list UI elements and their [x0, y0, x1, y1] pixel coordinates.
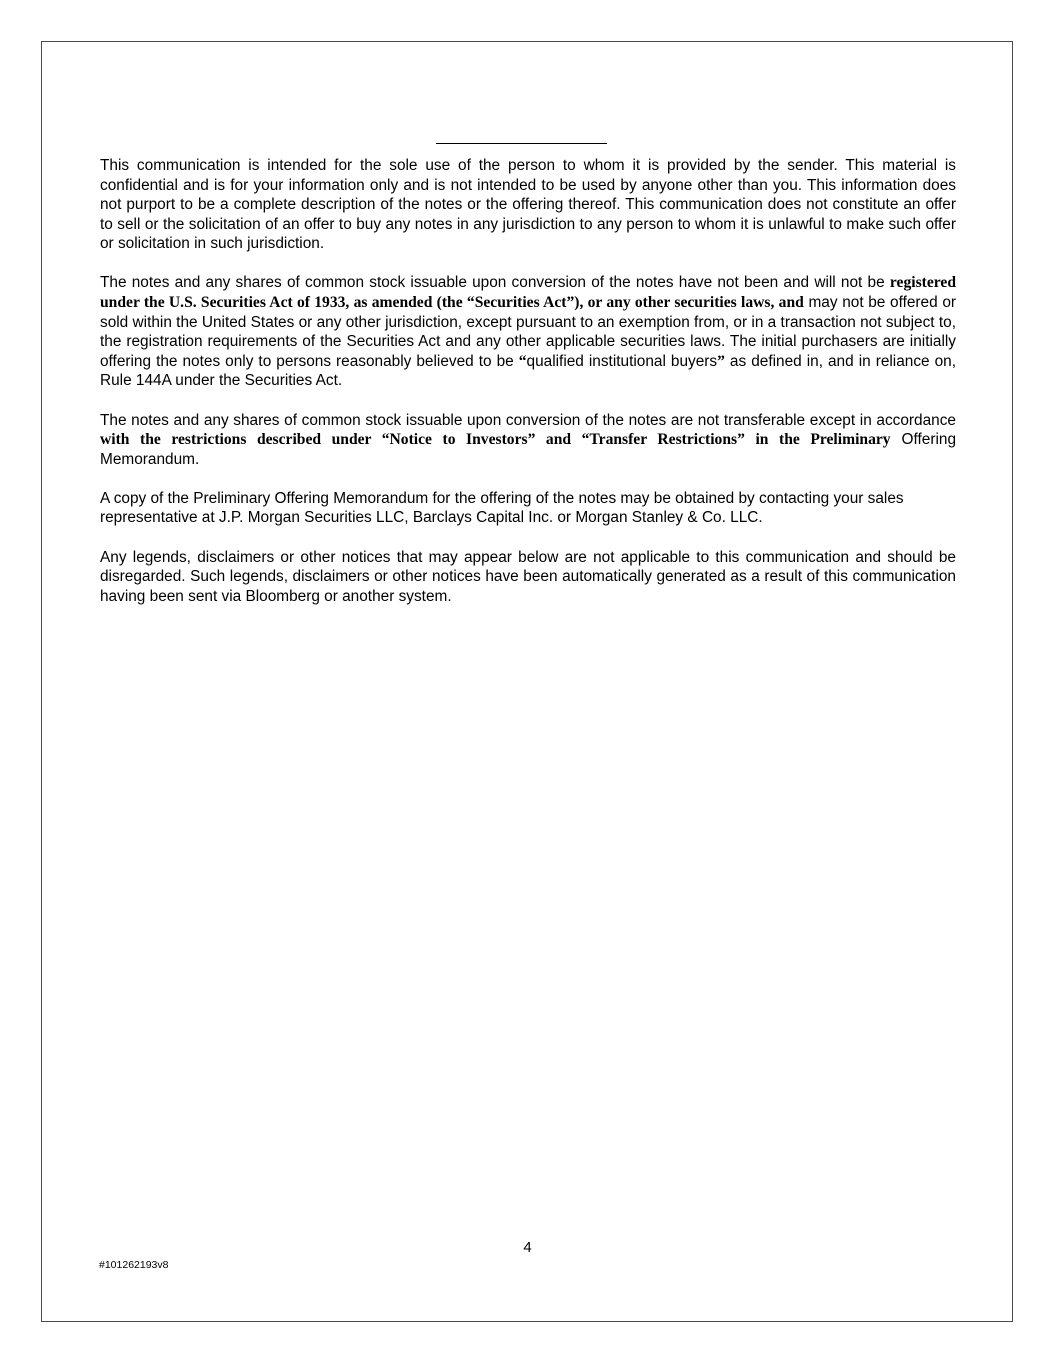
paragraph-transfer-part-a: The notes and any shares of common stock issuable upon conversion of the notes are not transferable except in accordance — [100, 411, 956, 429]
paragraph-transfer-part-c: Offering Memorandum. — [100, 431, 957, 468]
disclaimer-body — [100, 156, 956, 626]
paragraph-legends: Any legends, disclaimers or other notices that may appear below are not applicable to this communication and should be disregarded. Such legends, disclaimers or other notices have been automatically generated as a result of this communication having been sent via Bloomberg or another system. — [100, 548, 956, 605]
page-number: 4 — [523, 1239, 532, 1256]
qualified-institutional-buyers: qualified institutional buyers — [526, 352, 718, 370]
close-quote: ” — [717, 352, 725, 370]
paragraph-intended-use: This communication is intended for the sole use of the person to whom it is provided by the sender. This material is confidential and is for your information only and is not intended to be used by anyone other than you. This information does not purport to be a complete description of the notes or the offering thereof. This communication does not constitute an offer to sell or the solicitation of an offer to buy any notes in any jurisdiction to any person to whom it is unlawful to make such offer or solicitation in such jurisdiction. — [100, 157, 956, 253]
paragraph-registration-bold: registered under the U.S. Securities Act of 1933, as amended (the “Securities Act”), or any other securities laws, and — [100, 274, 956, 312]
open-quote: “ — [518, 352, 527, 370]
footnote-separator — [436, 143, 607, 144]
paragraph-transfer-bold: with the restrictions described under “Notice to Investors” and “Transfer Restrictions” in the Preliminary — [100, 431, 891, 449]
paragraph-memorandum-copy: A copy of the Preliminary Offering Memorandum for the offering of the notes may be obtained by contacting your sales representative at J.P. Morgan Securities LLC, Barclays Capital Inc. or Morgan Stanley & Co. LLC. — [100, 489, 904, 527]
paragraph-registration-part-c: may not be offered or sold within the United States or any other jurisdiction, except pursuant to an exemption from, or in a transaction not subject to, the registration requirements of the Securities Act and any other applicable securities laws. The initial purchasers are initially offering the notes only to persons reasonably believed to be — [100, 294, 957, 370]
paragraph-registration — [100, 273, 956, 391]
paragraph-registration-part-a: The notes and any shares of common stock issuable upon conversion of the notes have not been and will not be — [100, 274, 890, 292]
document-id: #101262193v8 — [99, 1259, 169, 1271]
paragraph-transfer-restrictions — [100, 411, 956, 470]
paragraph-registration-part-g: as defined in, and in reliance on, Rule 144A under the Securities Act. — [100, 352, 957, 390]
